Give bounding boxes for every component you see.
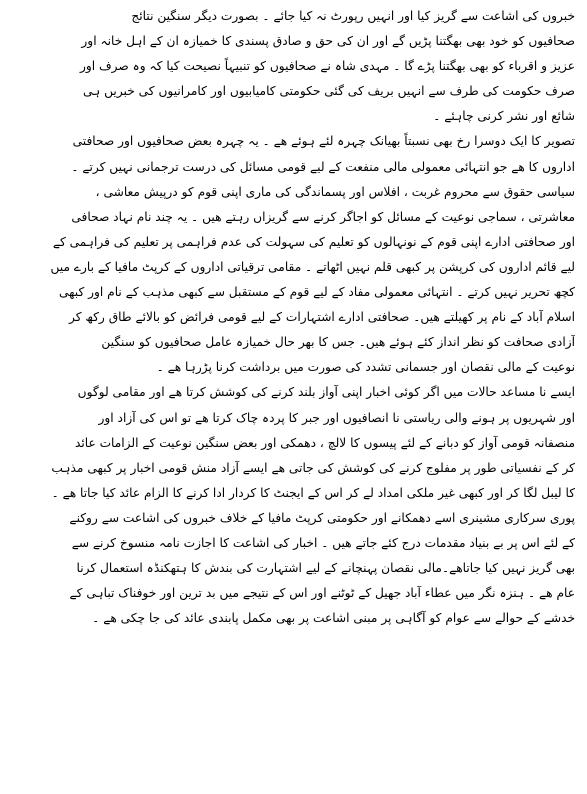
text-line: اسلام آباد کے نام پر کھیلتے ھیں۔ صحافتی ادارے اشتہارات کے لیے قومی فرائض کو بالائے طاق رکھ کر	[69, 310, 575, 325]
text-line: سیاسی حقوق سے محروم غربت ، افلاس اور پسماندگی کی ماری اپنی قوم کو درپیش معاشی ،	[95, 184, 575, 199]
text-line: معاشرتی ، سماجی نوعیت کے مسائل کو اجاگر کرنے سے گریزاں رہتے ھیں ۔ یہ چند نام نہاد صحافی	[71, 209, 575, 224]
text-line: خدشے کے حوالے سے عوام کو آگاہی پر مبنی اشاعت پر بھی مکمل پابندی عائد کی جا چکی ھے ۔	[92, 611, 575, 626]
paragraph-other-side	[14, 129, 575, 380]
text-line: منصفانہ قومی آواز کو دبانے کے لئے پیسوں کا لالچ ، دھمکی اور بعض سنگین نوعیت کے الزامات عائد	[74, 435, 575, 450]
text-line: کے لئے اس پر بے بنیاد مقدمات درج کئے جاتے ھیں ۔ اخبار کی اشاعت کا اجازت نامہ منسوخ کرنے سے	[71, 535, 575, 550]
text-line: شائع اور نشر کرنی چاہئے ۔	[433, 109, 575, 124]
text-line: لیے قائم اداروں کی کرپشن پر کبھی قلم نہیں اٹھاتے ۔ مقامی ترقیاتی اداروں کے کرپٹ مافیا کے بارے میں	[50, 259, 575, 274]
text-line: کچھ تحریر نہیں کرتے ۔ انتہائی معمولی مفاد کے لیے قوم کے مستقبل سے کبھی مذہب کے نام اور کبھی	[59, 285, 575, 300]
text-line: اور شہریوں پر ہونے والی ریاستی نا انصافیوں اور جبر کا پردہ چاک کرتا ھے تو اس کی آزاد اور	[98, 410, 575, 425]
text-line: عزیز و اقرباء کو بھی بھگتنا پڑے گا ۔ مہدی شاہ نے صحافیوں کو تنبیہاً نصیحت کیا کہ وہ صرف اور	[79, 59, 575, 74]
paragraph-threat	[14, 4, 575, 129]
text-line: پوری سرکاری مشینری اسے دھمکانے اور حکومتی کرپٹ مافیا کے خلاف خبروں کی اشاعت سے روکنے	[69, 510, 575, 525]
text-line: تصویر کا ایک دوسرا رخ بھی نسبتاً بھیانک چہرہ لئے ہوئے ھے ۔ یہ چہرہ بعض صحافیوں اور صحافتی	[72, 134, 575, 149]
text-line: خبروں کی اشاعت سے گریز کیا اور انہیں رپورٹ نہ کیا جائے ۔ بصورت دیگر سنگین نتائج	[131, 9, 575, 23]
text-line: نوعیت کے مالی نقصان اور جسمانی تشدد کی صورت میں برداشت کرنا پڑرہا ھے ۔	[156, 360, 575, 375]
text-line: صحافیوں کو خود بھی بھگتنا پڑیں گے اور ان کی حق و صادق پسندی کا خمیازہ ان کے اہل خانہ اور	[81, 34, 575, 49]
text-line: اور صحافتی ادارے اپنی قوم کے نونہالوں کو تعلیم کی سہولت کی عدم فراہمی پر تعلیم کی فراہمی کے	[52, 234, 575, 249]
text-line: بھی گریز نہیں کیا جاتاھے۔مالی نقصان پہنچانے کے لیے اشتہارت کی بندش کا ہتھکنڈہ استعمال کرنا	[76, 561, 575, 576]
text-line: صرف حکومت کی طرف سے انہیں بریف کی گئی حکومتی کامیابیوں اور کامرانیوں کی خبریں ہی	[82, 84, 575, 99]
text-line: اداروں کا ھے جو انتہائی معمولی مالی منفعت کے لیے قومی مسائل کی درست ترجمانی نہیں کرتے ۔	[71, 159, 575, 174]
paragraph-pressure	[14, 380, 575, 631]
text-line: آزادی صحافت کو نظر انداز کئے ہوئے ھیں۔ جس کا بھر حال خمیازہ عامل صحافیوں کو سنگین	[101, 335, 575, 350]
text-line: کا لیبل لگا کر اور کبھی غیر ملکی امداد لے کر اس کے ایجنٹ کا کردار ادا کرنے کا الزام عائد کیا جاتا ھے ۔	[51, 485, 575, 500]
text-line: کر کے نفسیاتی طور پر مفلوج کرنے کی کوشش کی جاتی ھے ایسے آزاد منش قومی اخبار پر کبھی مذہب	[51, 460, 575, 475]
text-line: عام ھے ۔ ہنزہ نگر میں عطاء آباد جھیل کے ٹوٹنے اور اس کے نتیجے میں بد ترین اور خوفناک تباہی کے	[69, 586, 575, 601]
text-line: ایسے نا مساعد حالات میں اگر کوئی اخبار اپنی آواز بلند کرنے کی کوشش کرتا ھے اور مقامی لوگوں	[77, 385, 575, 400]
